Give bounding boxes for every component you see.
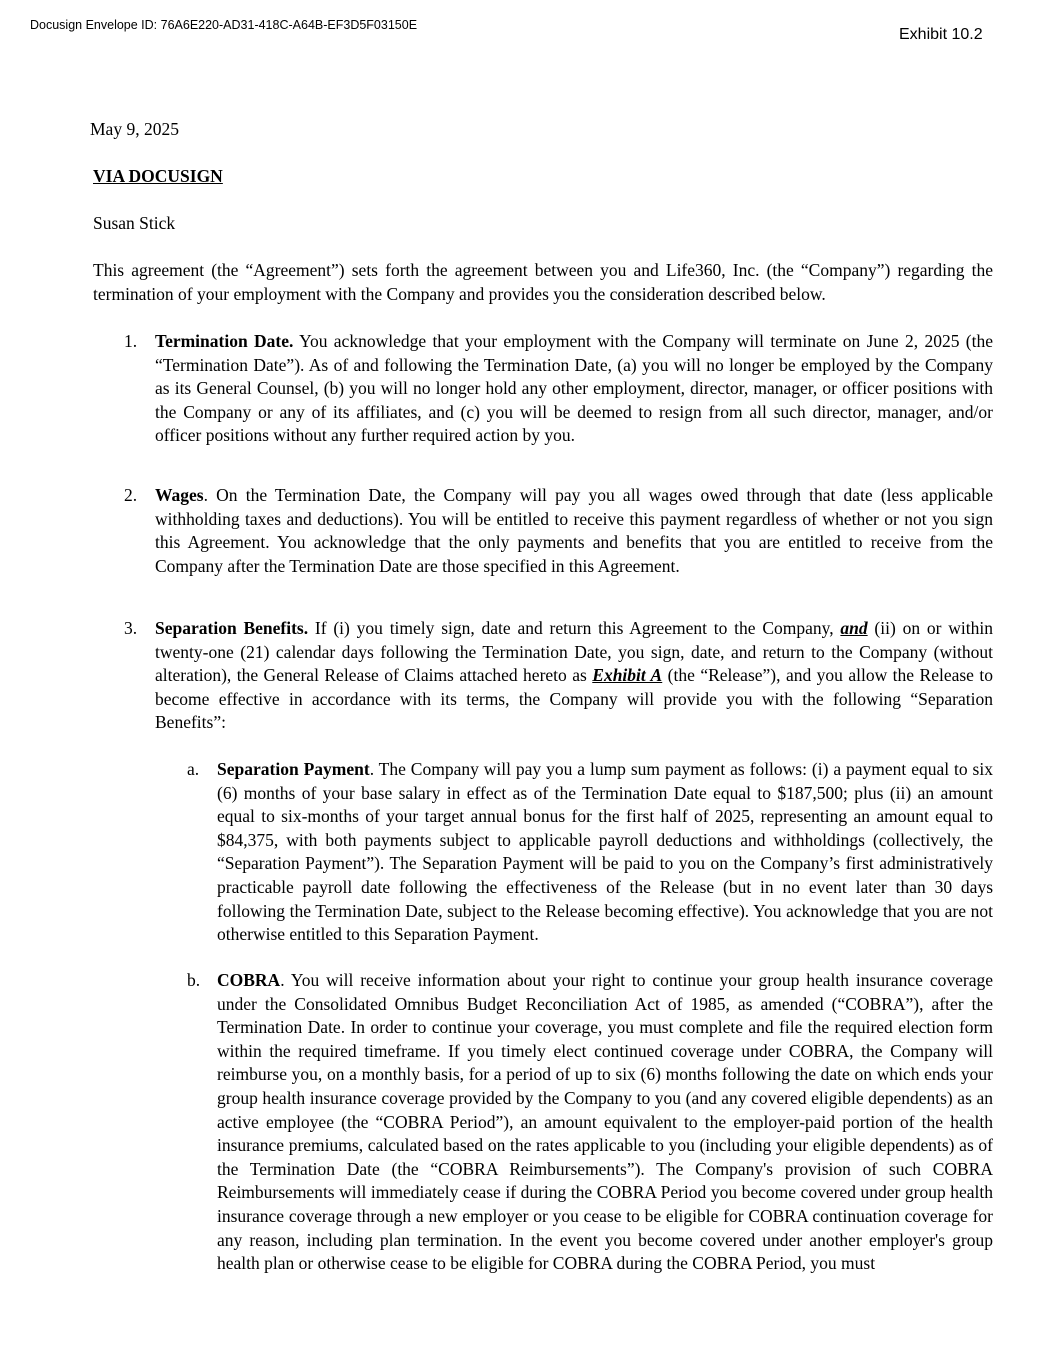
recipient-name: Susan Stick [93,213,176,233]
section-number: 1. [124,331,138,351]
letter-date: May 9, 2025 [90,119,179,139]
subsection-letter: b. [187,970,201,990]
delivery-method: VIA DOCUSIGN [93,166,223,186]
subsection-text: . The Company will pay you a lump sum payment as follows: (i) a payment equal to six (6) months of your base salary in effect as of the Termination Date equal to $187,500; plus (ii) an amount equal to six-months of your target annual bonus for the first half of 2025, representing an amount equal to $84,375, with both payments subject to applicable payroll deductions and withholdings (collectively, the “Separation Payment”). The Separation Payment will be paid to you on the Company’s first administratively practicable payroll date following the effectiveness of the Release (but in no event later than 30 days following the Termination Date, subject to the Release becoming effective). You acknowledge that you are not otherwise entitled to this Separation Payment. [217,759,993,945]
section-separation-benefits [155,617,993,735]
section-heading: Termination Date. [155,331,294,351]
emphasis-and: and [840,618,868,638]
intro-paragraph: This agreement (the “Agreement”) sets forth the agreement between you and Life360, Inc. (the “Company”) regarding the termination of your employment with the Company and provides you the consideration described below. [93,260,993,304]
subsection-letter: a. [187,759,200,779]
docusign-envelope-id: Docusign Envelope ID: 76A6E220-AD31-418C-A64B-EF3D5F03150E [30,18,418,32]
section-text: If (i) you timely sign, date and return this Agreement to the Company, [308,618,841,638]
section-text: (the “Release”), and you allow the Release to become effective in accordance with its terms, the Company will provide you with the following “Separation Benefits”: [155,665,993,733]
section-number: 3. [124,618,138,638]
section-heading: Separation Benefits. [155,618,309,638]
section-text: You acknowledge that your employment with the Company will terminate on June 2, 2025 (the “Termination Date”). As of and following the Termination Date, (a) you will no longer be employed by the Company as its General Counsel, (b) you will no longer hold any other employment, director, manager, or officer positions with the Company or any of its affiliates, and (c) you will be deemed to resign from all such director, manager, and/or officer positions without any further required action by you. [155,331,993,446]
exhibit-label: Exhibit 10.2 [899,26,983,43]
subsection-separation-payment [217,758,993,947]
section-text: . On the Termination Date, the Company will pay you all wages owed through that date (less applicable withholding taxes and deductions). You will be entitled to receive this payment regardless of whether or not you sign this Agreement. You acknowledge that the only payments and benefits that you are entitled to receive from the Company after the Termination Date are those specified in this Agreement. [155,485,993,576]
subsection-cobra [217,969,993,1276]
subsection-heading: Separation Payment [217,759,370,779]
section-heading: Wages [155,485,204,505]
subsection-text: . You will receive information about your right to continue your group health insurance coverage under the Consolidated Omnibus Budget Reconciliation Act of 1985, as amended (“COBRA”), after the Termination Date. In order to continue your coverage, you must complete and file the required election form within the required timeframe. If you timely elect continued coverage under COBRA, the Company will reimburse you, on a monthly basis, for a period of up to six (6) months following the date on which ends your group health insurance coverage provided by the Company to you (and any covered eligible dependents) as an active employee (the “COBRA Period”), an amount equivalent to the employer-paid portion of the health insurance premiums, calculated based on the rates applicable to you (including your eligible dependents) as of the Termination Date (the “COBRA Reimbursements”). The Company's provision of such COBRA Reimbursements will immediately cease if during the COBRA Period you become covered under group health insurance coverage through a new employer or you cease to be eligible for COBRA continuation coverage for any reason, including plan termination. In the event you become covered under another employer's group health plan or otherwise cease to be eligible for COBRA during the COBRA Period, you must [217,970,993,1274]
exhibit-a-reference: Exhibit A [592,665,663,686]
section-number: 2. [124,485,138,505]
section-termination-date [155,330,993,448]
subsection-heading: COBRA [217,970,281,990]
section-wages [155,484,993,578]
section-text: (ii) on or within twenty-one (21) calendar days following the Termination Date, you sign, date, and return to the Company (without alteration), the General Release of Claims attached hereto as [155,618,993,686]
